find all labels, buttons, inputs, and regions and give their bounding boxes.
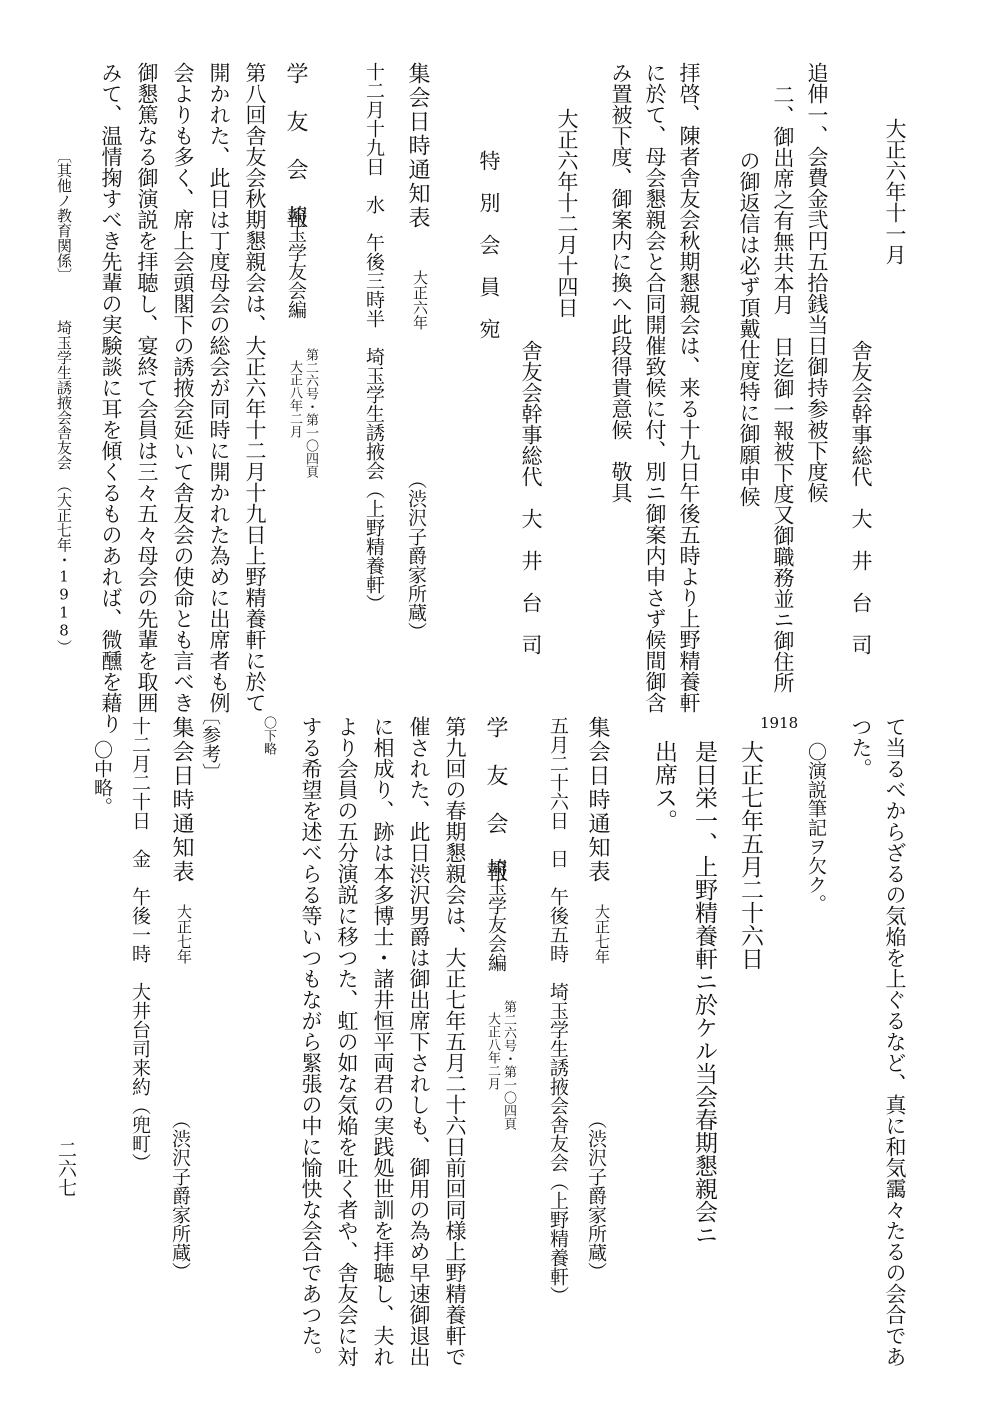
schedule-entry-2: 五月二十六日 日 午後五時 埼玉学生誘掖会舎友会（上野精養軒） [547, 716, 569, 1305]
schedule-title: 集会日時通知表 [405, 62, 430, 230]
omission-note: 〇演説筆記ヲ欠ク。 [805, 742, 827, 913]
report-line-5: みて、温情掬すべき先輩の実験談に耳を傾くるものあれば、微醺を藉り [99, 62, 123, 734]
entry-line-2: 出席ス。 [651, 740, 677, 832]
report-line-3: 会よりも多く、席上会頭閣下の誘掖会延いて舎友会の使命とも言べき [171, 62, 195, 713]
footer-org: 埼玉学生誘掖会舎友会 （大正七年・1918） [55, 320, 73, 655]
report-line-2: 開かれた、此日は丁度母会の総会が同時に開かれた為めに出席者も例 [207, 62, 231, 713]
report2-line-3: に相成り、跡は本多博士・諸井恒平両君の実践処世訓を拝聴し、夫れ [371, 716, 395, 1367]
schedule-source-2: （渋沢子爵家所蔵） [585, 1110, 607, 1281]
report-issue-2: 第二六号・第一〇四頁 [501, 1000, 516, 1130]
report-title: 学 友 会 報 [283, 62, 308, 230]
report-issue: 第二六号・第一〇四頁 [303, 348, 318, 478]
postscript-line-1: 追伸一、会費金弐円五拾銭当日御持参被下度候 [805, 62, 829, 503]
ref-omitted-middle: 〇中略。 [91, 740, 113, 816]
ref-schedule-year: 大正七年 [175, 904, 193, 964]
schedule-title-2: 集会日時通知表 [585, 716, 610, 884]
report2-line-5: する希望を述べらる等いつもながら緊張の中に愉快な会合であつた。 [299, 716, 323, 1367]
report-editor-2: 埼玉学友会編 [485, 858, 507, 972]
entry-line-1: 是日栄一、上野精養軒ニ於ケル当会春期懇親会ニ [691, 740, 717, 1246]
report-issue-date: 大正八年二月 [287, 360, 302, 438]
entry-date: 大正七年五月二十六日 [737, 740, 763, 970]
letter2-sender: 舎友会幹事総代 大 井 台 司 [519, 340, 543, 655]
report2-line-1: 第九回の春期懇親会は、大正七年五月二十六日前回同様上野精養軒で [443, 716, 467, 1367]
schedule-source: （渋沢子爵家所蔵） [405, 470, 427, 641]
report-issue-date-2: 大正八年二月 [485, 1012, 500, 1090]
report-title-2: 学 友 会 報 [483, 716, 508, 884]
letter-signature: 舎友会幹事総代 大 井 台 司 [849, 340, 873, 655]
letter2-recipient: 特 別 会 員 宛 [477, 150, 501, 339]
ref-schedule-entry: 十二月二十日 金 午後一時 大井台司来約（兜町） [129, 716, 151, 1172]
report2-line-4: より会員の五分演説に移つた、虹の如な気焔を吐く者や、舎友会に対 [335, 716, 359, 1367]
ref-schedule-source: （渋沢子爵家所蔵） [169, 1110, 191, 1281]
letter2-line-1: 拝啓、陳者舎友会秋期懇親会は、来る十九日午後五時より上野精養軒 [677, 62, 701, 713]
omitted-below-note: 〇下略 [261, 716, 276, 755]
report-line-4: 御懇篤なる御演説を拝聴し、宴終て会員は三々五々母会の先輩を取囲 [135, 62, 159, 713]
letter-date: 大正六年十一月 [883, 118, 907, 265]
year-label: 1918 [760, 714, 799, 732]
letter2-date: 大正六年十二月十四日 [555, 108, 579, 318]
page-number: 二六七 [55, 1140, 77, 1197]
postscript-line-3: の御返信は必ず頂戴仕度特に御願申候 [737, 150, 761, 507]
cont-line-2: つた。 [849, 716, 873, 779]
footer-category: 〔其他ノ教育関係〕 [55, 148, 73, 283]
schedule-entry: 十二月十九日 水 午後三時半 埼玉学生誘掖会（上野精養軒） [363, 62, 385, 613]
report-line-1: 第八回舎友会秋期懇親会は、大正六年十二月十九日上野精養軒に於て [243, 62, 267, 713]
letter2-line-2: に於て、母会懇親会と合同開催致候に付、別ニ御案内申さず候間御含 [643, 62, 667, 713]
letter2-line-3: み置被下度、御案内に換へ此段得貴意候 敬具 [609, 62, 633, 503]
schedule-year: 大正六年 [411, 270, 429, 330]
reference-label: 〔参考〕 [199, 706, 221, 782]
report2-line-2: 催された、此日渋沢男爵は御出席下されしも、御用の為め早速御退出 [407, 716, 431, 1367]
report-editor: 埼玉学友会編 [285, 205, 307, 319]
cont-line-1: て当るべからざるの気焔を上ぐるなど、真に和気靄々たるの会合であ [883, 716, 907, 1367]
ref-schedule-title: 集会日時通知表 [169, 716, 194, 884]
schedule-year-2: 大正七年 [593, 904, 611, 964]
postscript-line-2: 二、御出席之有無共本月 日迄御一報被下度又御職務並ニ御住所 [771, 84, 795, 693]
